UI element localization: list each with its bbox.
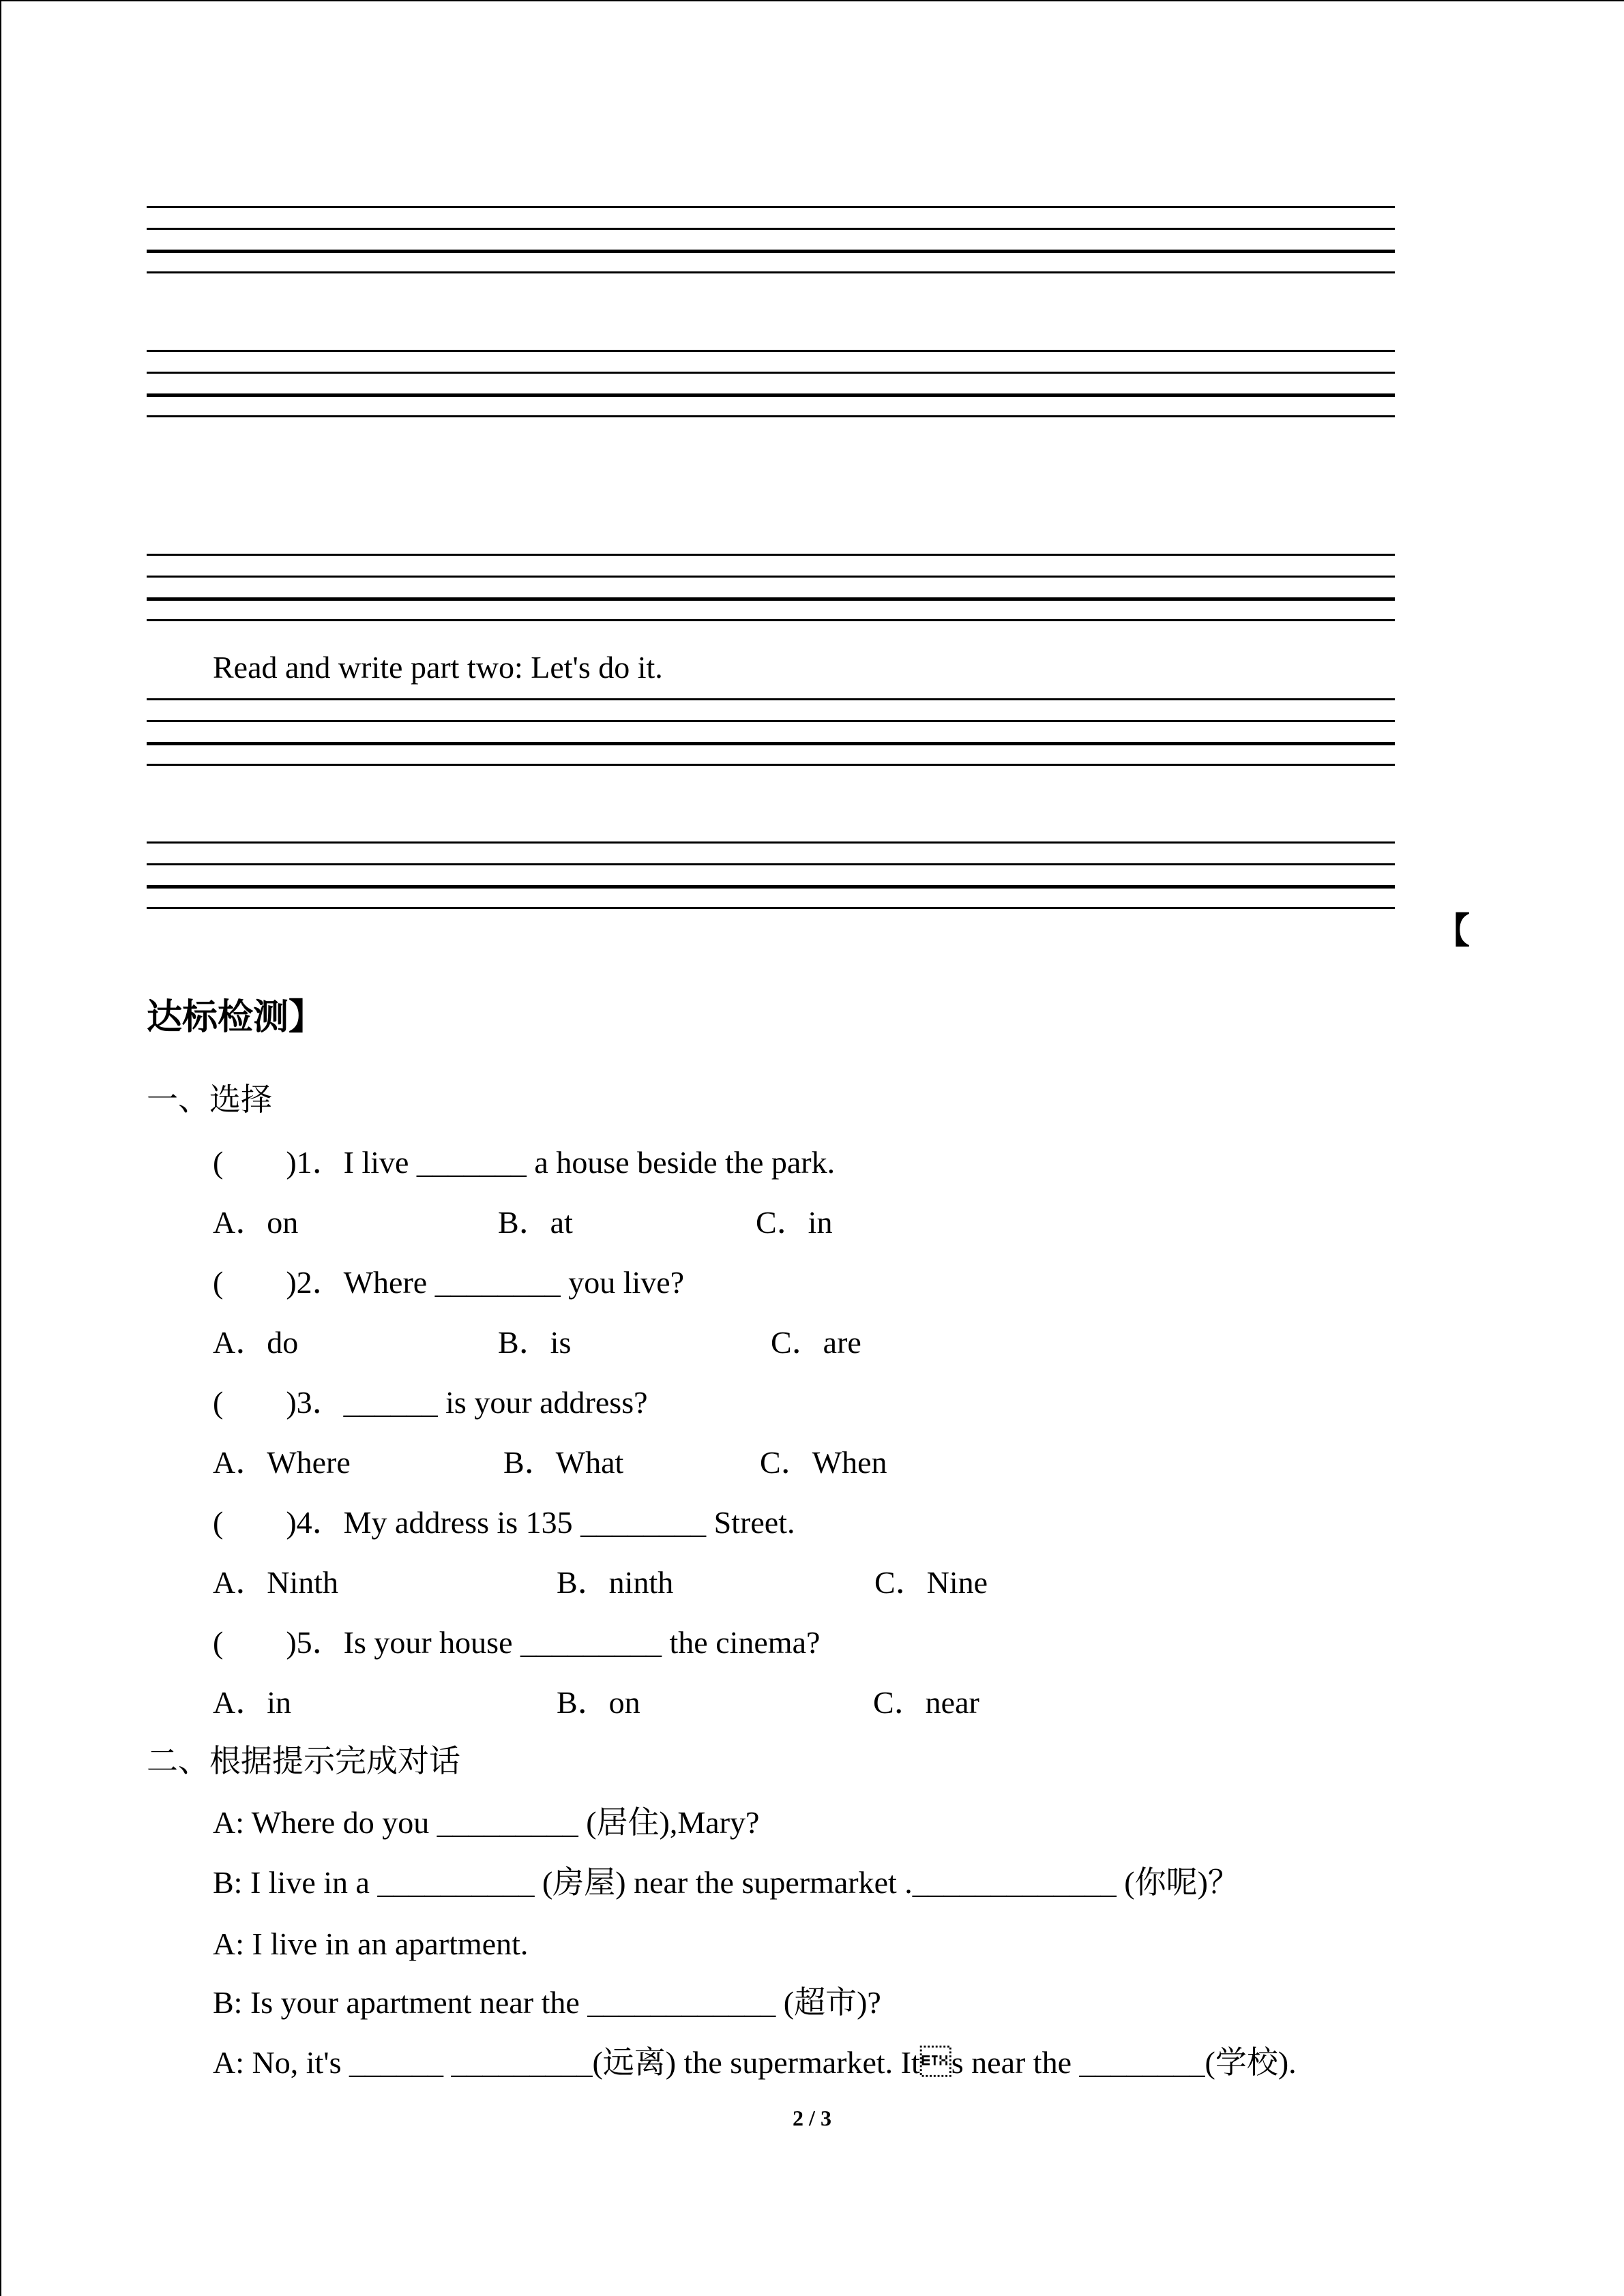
question-4-stem: ( )4．My address is 135 ________ Street.: [213, 1505, 795, 1540]
question-5-option-c[interactable]: C．near: [873, 1685, 979, 1720]
question-2-stem: ( )2．Where ________ you live?: [213, 1265, 685, 1300]
writing-lines-1[interactable]: [147, 206, 1395, 274]
question-4-option-c[interactable]: C．Nine: [874, 1565, 988, 1600]
writing-lines-3[interactable]: [147, 554, 1395, 622]
question-1-stem: ( )1．I live _______ a house beside the park.: [213, 1145, 836, 1180]
dialogue-line-2: B: I live in a __________ (房屋) near the supermarket ._____________ (你呢)？: [213, 1865, 1239, 1900]
question-3-option-c[interactable]: C．When: [760, 1445, 887, 1480]
question-3-option-b[interactable]: B．What: [503, 1445, 624, 1480]
question-4-option-b[interactable]: B．ninth: [557, 1565, 674, 1600]
question-3-stem: ( )3．______ is your address?: [213, 1385, 648, 1420]
question-1-option-c[interactable]: C．in: [756, 1205, 833, 1240]
page-number: 2 / 3: [793, 2106, 831, 2130]
question-2-option-a[interactable]: A．do: [213, 1325, 299, 1360]
writing-lines-5[interactable]: [147, 841, 1395, 910]
dialogue-line-4: B: Is your apartment near the ____________ (超市)?: [213, 1985, 881, 2020]
question-5-option-a[interactable]: A．in: [213, 1685, 291, 1720]
dialogue-line-1: A: Where do you _________ (居住),Mary?: [213, 1805, 760, 1840]
question-5-stem: ( )5．Is your house _________ the cinema?: [213, 1625, 821, 1660]
dialogue-line-5: A: No, it's ______ _________(远离) the supermarket. Its near the ________(学校).: [213, 2045, 1297, 2080]
part1-title: 一、选择: [147, 1082, 272, 1117]
question-1-option-b[interactable]: B．at: [498, 1205, 573, 1240]
section-bracket-open: 【: [1434, 911, 1471, 952]
section-title: 达标检测】: [147, 997, 325, 1038]
writing-lines-4[interactable]: [147, 698, 1395, 766]
question-1-option-a[interactable]: A．on: [213, 1205, 299, 1240]
part2-title: 二、根据提示完成对话: [147, 1744, 460, 1778]
question-4-option-a[interactable]: A．Ninth: [213, 1565, 338, 1600]
instruction-text: Read and write part two: Let's do it.: [213, 650, 663, 685]
question-5-option-b[interactable]: B．on: [557, 1685, 640, 1720]
writing-lines-2[interactable]: [147, 350, 1395, 418]
question-3-option-a[interactable]: A．Where: [213, 1445, 351, 1480]
question-2-option-c[interactable]: C．are: [771, 1325, 861, 1360]
question-2-option-b[interactable]: B．is: [498, 1325, 572, 1360]
dialogue-line-3: A: I live in an apartment.: [213, 1926, 529, 1961]
